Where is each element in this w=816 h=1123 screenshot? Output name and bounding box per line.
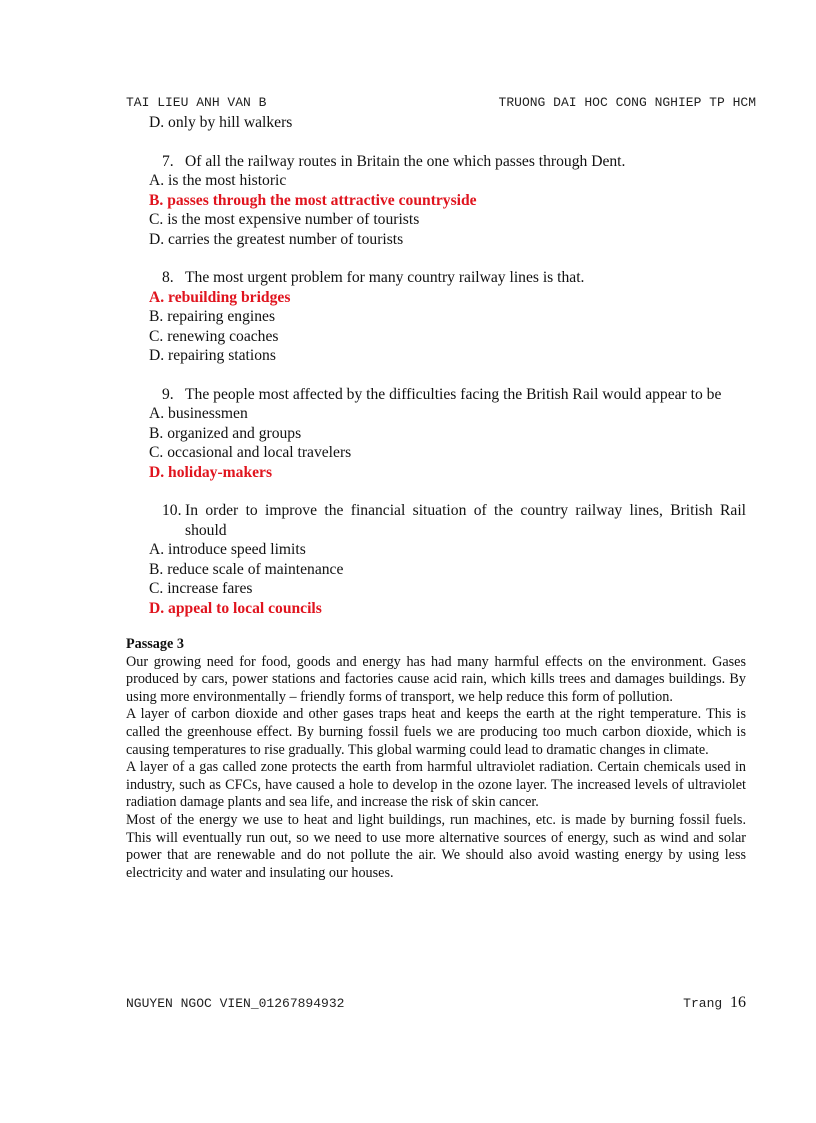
- option: C. increase fares: [149, 580, 253, 597]
- page-header: [126, 95, 756, 113]
- question-number: 10.: [162, 502, 182, 519]
- option: A. is the most historic: [149, 172, 287, 189]
- option-correct: D. holiday-makers: [149, 463, 273, 481]
- option-correct: A. rebuilding bridges: [149, 288, 291, 306]
- question-10: [126, 501, 746, 540]
- option: C. occasional and local travelers: [149, 444, 352, 461]
- question-8: [126, 268, 746, 288]
- passage-paragraph: Most of the energy we use to heat and light buildings, run machines, etc. is made by burning fossil fuels. This will eventually run out, so we need to use more alternative sources of energy, such as wind and solar power that are renewable and do not pollute the air. We should also avoid wasting energy by using less electricity and water and insulating our houses.: [126, 811, 746, 881]
- passage-paragraph: A layer of a gas called zone protects the earth from harmful ultraviolet radiation. Certain chemicals used in industry, such as CFCs, have caused a hole to develop in the ozone layer. The increased levels of ultraviolet radiation damage plants and sea life, and increase the risk of skin cancer.: [126, 759, 746, 811]
- question-text: In order to improve the financial situation of the country railway lines, British Rail should: [185, 502, 746, 539]
- option-correct: D. appeal to local councils: [149, 599, 322, 617]
- question-text: Of all the railway routes in Britain the one which passes through Dent.: [185, 152, 626, 170]
- option: A. introduce speed limits: [149, 541, 306, 558]
- option: D. repairing stations: [149, 347, 276, 364]
- page-label: Trang: [683, 996, 723, 1011]
- passage-paragraph: A layer of carbon dioxide and other gases traps heat and keeps the earth at the right temperature. This is called the greenhouse effect. By burning fossil fuels we are producing too much carbon dioxide, which is causing temperatures to rise gradually. This global warming could lead to dramatic changes in climate.: [126, 706, 746, 758]
- option: B. reduce scale of maintenance: [149, 560, 344, 578]
- option-correct: B. passes through the most attractive countryside: [149, 191, 477, 209]
- option: D. carries the greatest number of tourists: [149, 230, 404, 248]
- option: A. businessmen: [149, 405, 248, 422]
- page-number: 16: [730, 994, 746, 1011]
- passage: [126, 636, 746, 882]
- option: C. renewing coaches: [149, 327, 279, 345]
- option: B. organized and groups: [149, 424, 302, 442]
- option: B. repairing engines: [149, 308, 276, 325]
- option-continued: D. only by hill walkers: [149, 114, 293, 131]
- question-text: The people most affected by the difficulties facing the British Rail would appear to be: [185, 385, 722, 403]
- question-9: [126, 385, 746, 405]
- question-text: The most urgent problem for many country railway lines is that.: [185, 269, 585, 286]
- question-7: [126, 152, 746, 172]
- question-number: 9.: [162, 385, 174, 403]
- question-number: 7.: [162, 152, 174, 170]
- question-number: 8.: [162, 269, 174, 286]
- page-content: [126, 113, 746, 882]
- passage-paragraph: Our growing need for food, goods and energy has had many harmful effects on the environment. Gases produced by cars, power stations and factories cause acid rain, which kills trees and damages buildings. By using more environmentally – friendly forms of transport, we help reduce this form of pollution.: [126, 653, 746, 705]
- page-footer: [126, 994, 746, 1014]
- option: C. is the most expensive number of tourists: [149, 211, 420, 228]
- footer-author: NGUYEN NGOC VIEN_01267894932: [126, 996, 345, 1011]
- header-right: TRUONG DAI HOC CONG NGHIEP TP HCM: [498, 95, 756, 110]
- header-left: TAI LIEU ANH VAN B: [126, 95, 267, 110]
- passage-title: Passage 3: [126, 636, 184, 652]
- page-indicator: [683, 994, 746, 1012]
